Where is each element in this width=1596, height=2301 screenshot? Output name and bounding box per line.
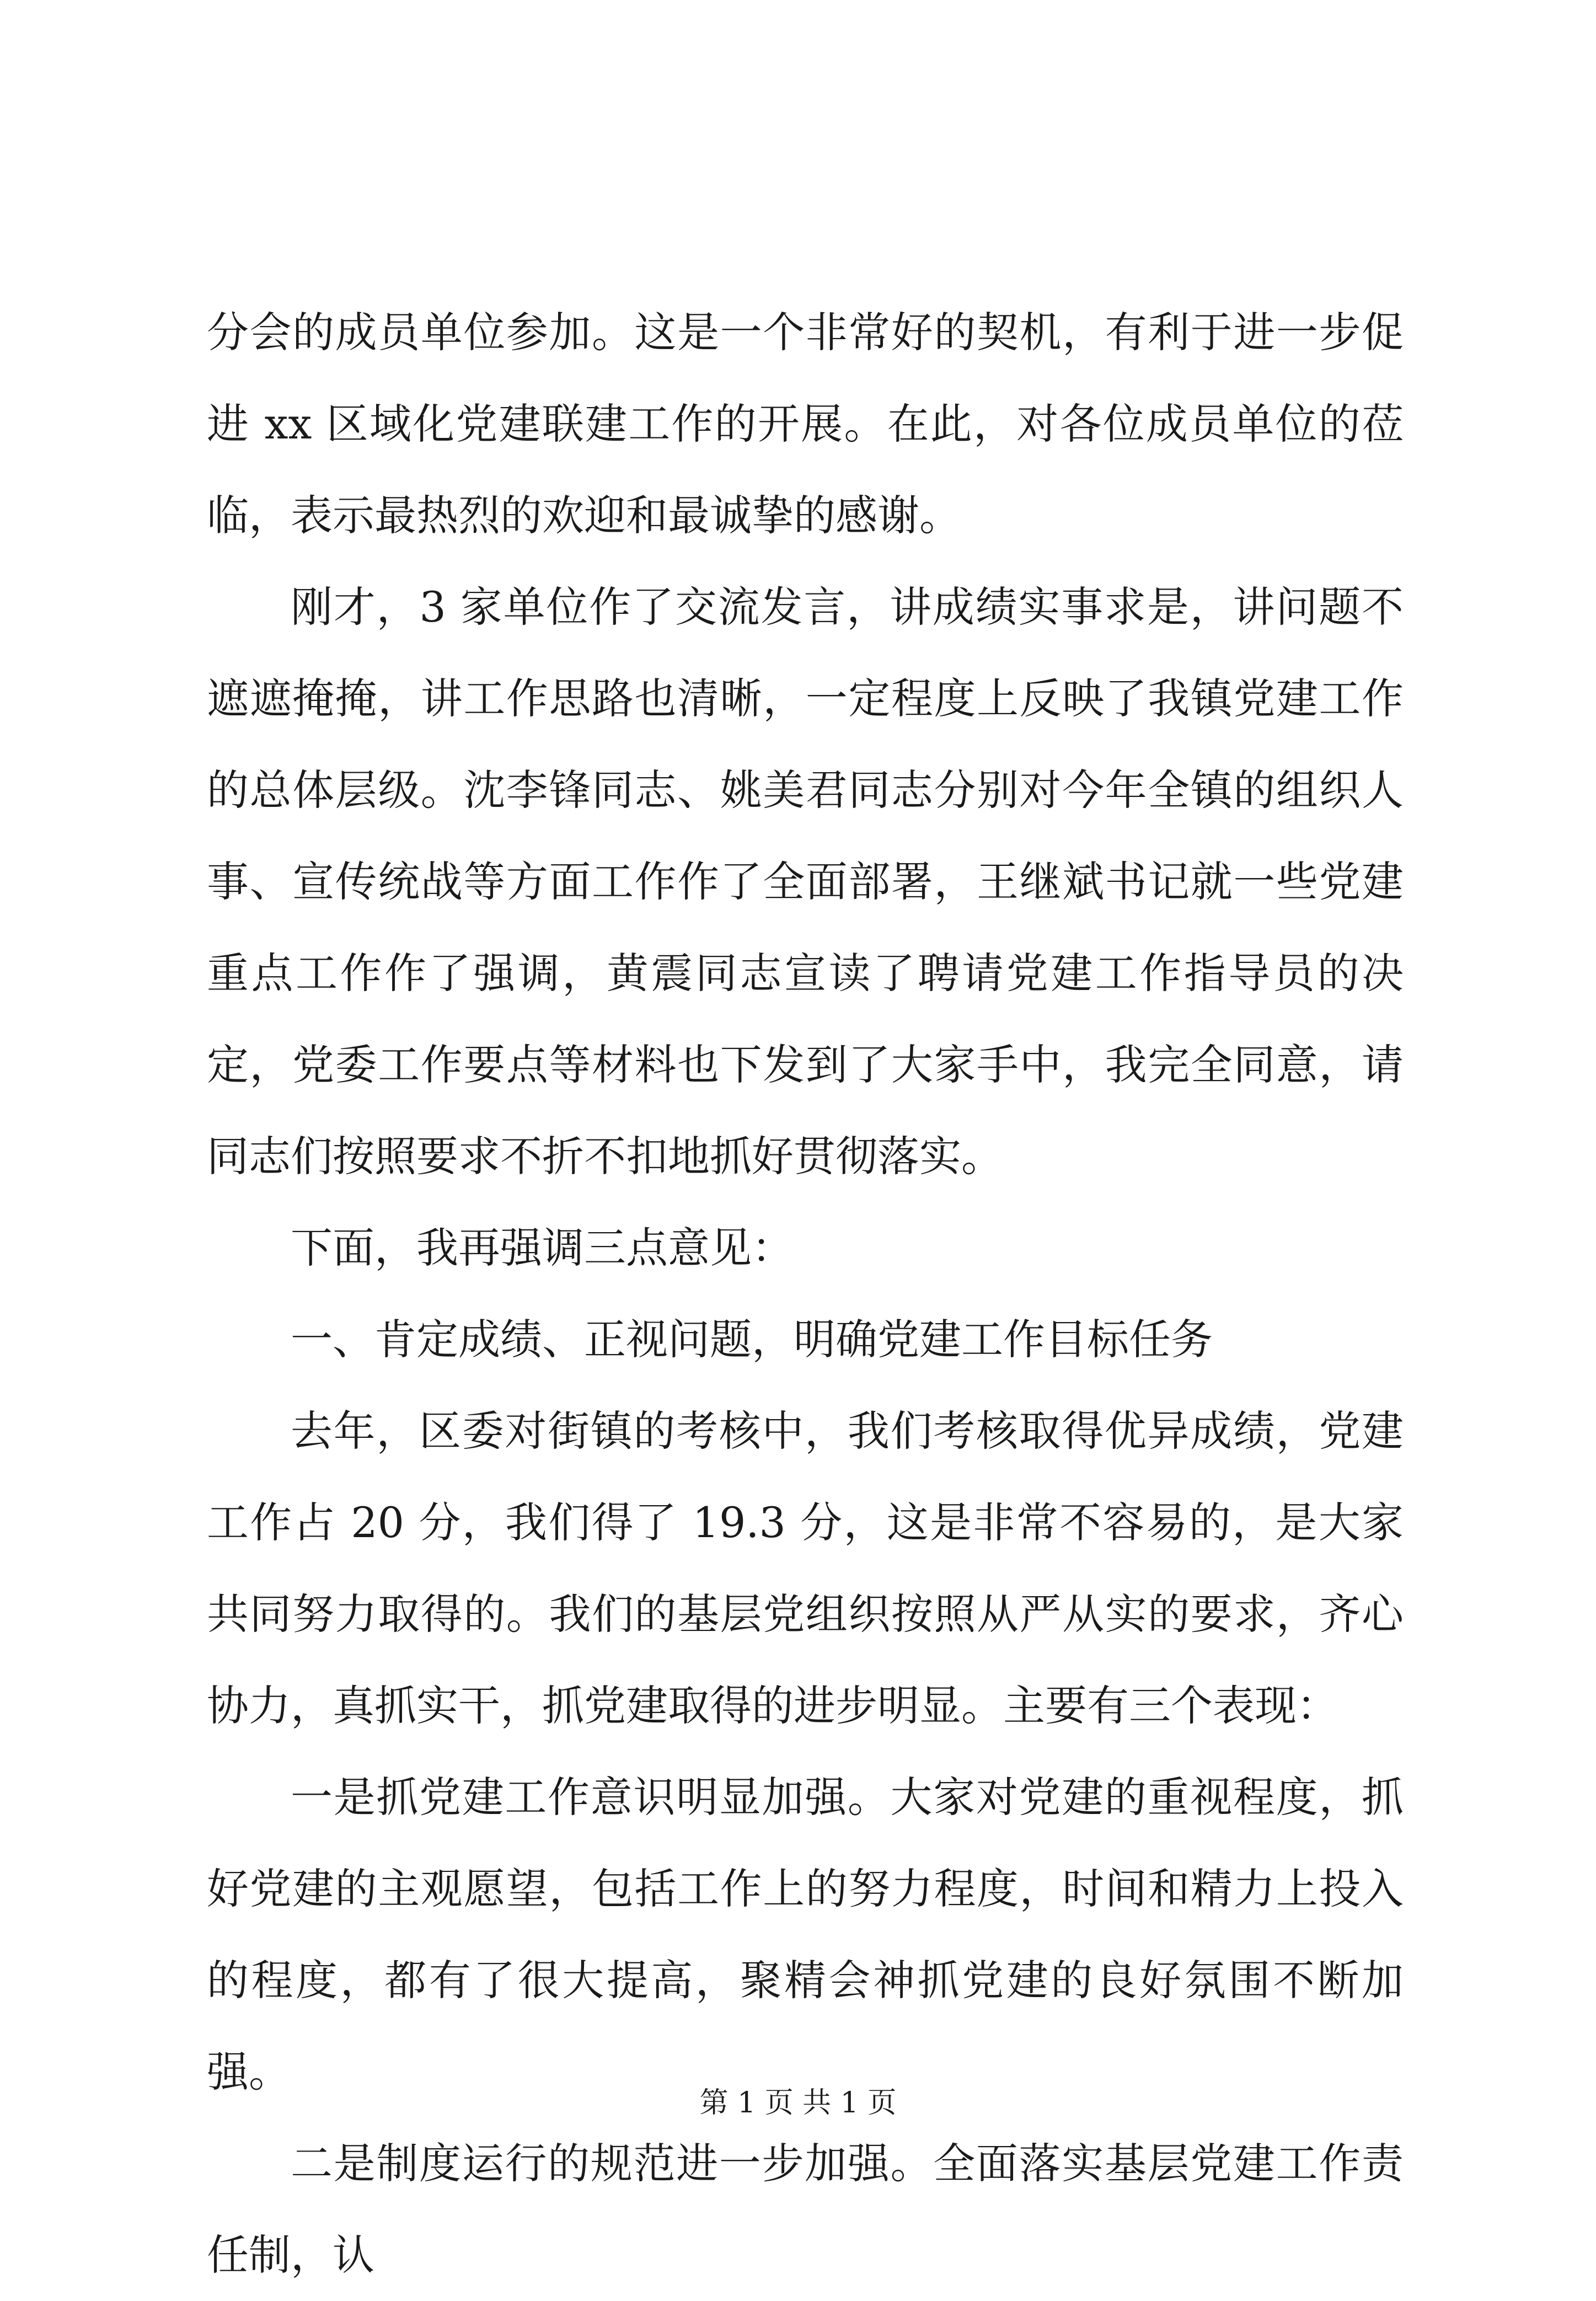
document-body (207, 287, 1404, 2301)
paragraph-point-one: 一是抓党建工作意识明显加强。大家对党建的重视程度，抓好党建的主观愿望，包括工作上的努力程度，时间和精力上投入的程度，都有了很大提高，聚精会神抓党建的良好氛围不断加强。 (207, 1773, 1404, 2096)
paragraph-point-two: 二是制度运行的规范进一步加强。全面落实基层党建工作责任制，认 (207, 2139, 1404, 2279)
paragraph-continuation: 分会的成员单位参加。这是一个非常好的契机，有利于进一步促进 xx 区域化党建联建工作的开展。在此，对各位成员单位的莅临，表示最热烈的欢迎和最诚挚的感谢。 (207, 308, 1404, 540)
paragraph-assessment: 去年，区委对街镇的考核中，我们考核取得优异成绩，党建工作占 20 分，我们得了 19.3 分，这是非常不容易的，是大家共同努力取得的。我们的基层党组织按照从严从实的要求，齐心协力，真抓实干，抓党建取得的进步明显。主要有三个表现： (207, 1406, 1404, 1730)
paragraph-three-points-intro: 下面，我再强调三点意见： (291, 1223, 794, 1272)
paragraph-exchange-speeches: 刚才，3 家单位作了交流发言，讲成绩实事求是，讲问题不遮遮掩掩，讲工作思路也清晰，一定程度上反映了我镇党建工作的总体层级。沈李锋同志、姚美君同志分别对今年全镇的组织人事、宣传统战等方面工作作了全面部署，王继斌书记就一些党建重点工作作了强调，黄震同志宣读了聘请党建工作指导员的决定，党委工作要点等材料也下发到了大家手中，我完全同意，请同志们按照要求不折不扣地抓好贯彻落实。 (207, 582, 1404, 1181)
section-heading-one: 一、肯定成绩、正视问题，明确党建工作目标任务 (291, 1315, 1213, 1364)
page-footer: 第 1 页 共 1 页 (699, 2086, 897, 2120)
